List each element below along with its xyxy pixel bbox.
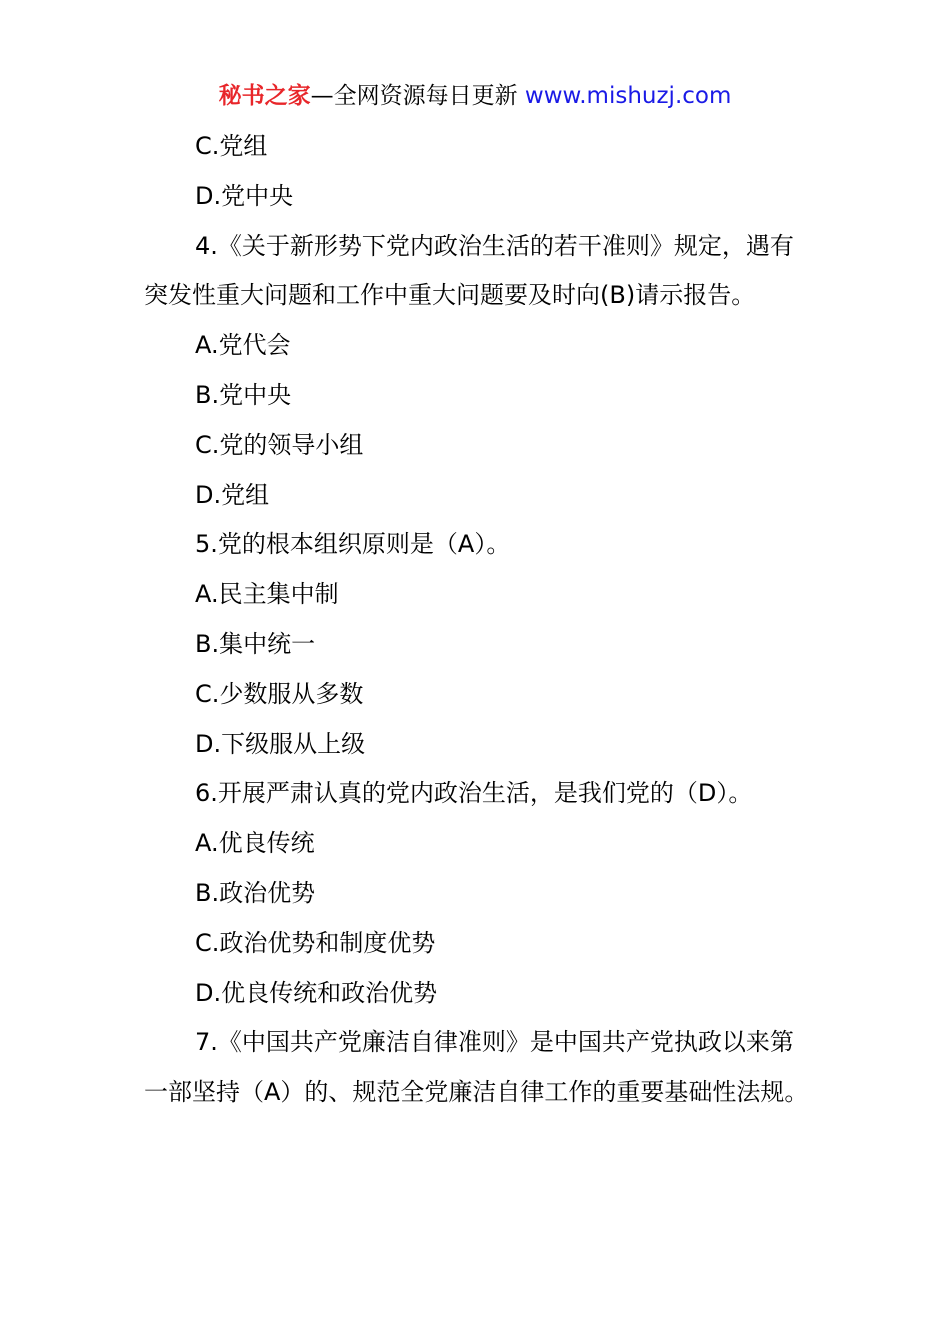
document-body	[144, 122, 812, 1118]
option-line: C.政治优势和制度优势	[195, 928, 436, 957]
option-line: D.下级服从上级	[195, 729, 366, 758]
option-line: D.党中央	[195, 181, 294, 210]
question-line: 6.开展严肃认真的党内政治生活，是我们党的（D）。	[195, 779, 753, 808]
option-line: A.民主集中制	[195, 580, 339, 609]
question-line: 4.《关于新形势下党内政治生活的若干准则》规定，遇有突发性重大问题和工作中重大问题要及时向(B)请示报告。	[144, 231, 794, 310]
option-line: C.党的领导小组	[195, 430, 364, 459]
option-line: C.党组	[195, 132, 268, 160]
option-line: B.党中央	[195, 380, 292, 409]
option-line: D.党组	[195, 480, 270, 509]
question-line: 7.《中国共产党廉洁自律准则》是中国共产党执政以来第一部坚持（A）的、规范全党廉洁自律工作的重要基础性法规。	[144, 1028, 809, 1107]
option-line: B.集中统一	[195, 629, 316, 658]
site-header	[0, 78, 950, 114]
header-tagline: —全网资源每日更新	[310, 83, 518, 109]
site-url-link[interactable]: www.mishuzj.com	[524, 83, 732, 109]
option-line: C.少数服从多数	[195, 679, 364, 708]
question-line: 5.党的根本组织原则是（A）。	[195, 530, 511, 559]
brand-name: 秘书之家	[218, 83, 311, 109]
option-line: A.优良传统	[195, 829, 315, 858]
option-line: A.党代会	[195, 331, 291, 360]
option-line: D.优良传统和政治优势	[195, 978, 438, 1007]
option-line: B.政治优势	[195, 878, 316, 907]
